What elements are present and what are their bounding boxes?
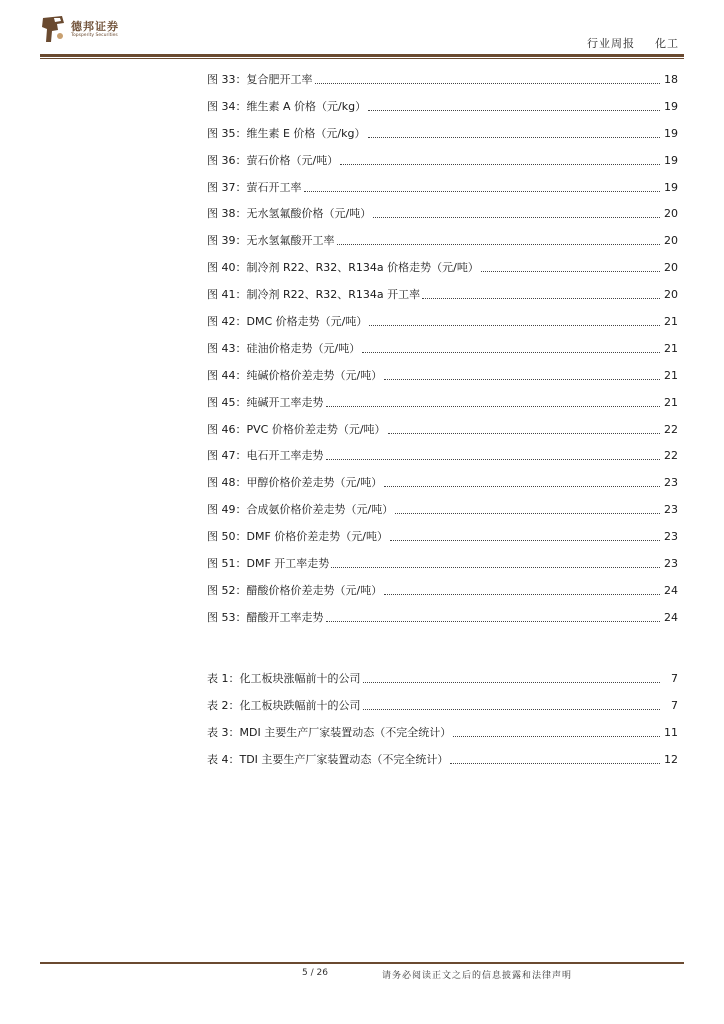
table-entry[interactable] — [207, 665, 678, 692]
figure-entry-label: 图 37：萤石开工率 — [207, 180, 302, 194]
figure-list — [207, 66, 678, 631]
figure-entry-page-number: 23 — [664, 530, 678, 544]
dot-leader — [453, 736, 660, 737]
header-divider-thin — [40, 58, 684, 59]
table-entry-page-number: 12 — [664, 752, 678, 766]
dot-leader — [315, 83, 661, 84]
dot-leader — [388, 433, 660, 434]
figure-entry-label: 图 47：电石开工率走势 — [207, 449, 324, 463]
figure-entry-page-number: 21 — [664, 314, 678, 328]
figure-entry-page-number: 22 — [664, 449, 678, 463]
dot-leader — [326, 459, 661, 460]
dot-leader — [326, 406, 661, 407]
dot-leader — [384, 379, 660, 380]
figure-entry-page-number: 19 — [664, 99, 678, 113]
figure-entry[interactable] — [207, 442, 678, 469]
dot-leader — [331, 567, 660, 568]
figure-entry[interactable] — [207, 496, 678, 523]
dot-leader — [326, 621, 661, 622]
figure-entry-page-number: 19 — [664, 153, 678, 167]
figure-entry-label: 图 51：DMF 开工率走势 — [207, 556, 330, 570]
figure-entry-label: 图 52：醋酸价格价差走势（元/吨） — [207, 583, 383, 597]
figure-entry[interactable] — [207, 254, 678, 281]
figure-entry[interactable] — [207, 335, 678, 362]
table-entry[interactable] — [207, 746, 678, 773]
figure-entry-label: 图 36：萤石价格（元/吨） — [207, 153, 339, 167]
figure-entry-page-number: 18 — [664, 72, 678, 86]
dot-leader — [390, 540, 660, 541]
report-sector: 化工 — [655, 37, 679, 50]
figure-entry[interactable] — [207, 281, 678, 308]
logo-chinese-name: 德邦证券 — [71, 19, 119, 33]
figure-entry[interactable] — [207, 604, 678, 631]
header-divider — [40, 54, 684, 57]
figure-entry-page-number: 20 — [664, 207, 678, 221]
dot-leader — [363, 682, 661, 683]
dot-leader — [368, 137, 661, 138]
dot-leader — [304, 191, 661, 192]
company-logo — [40, 14, 119, 44]
dot-leader — [384, 486, 660, 487]
figure-entry-label: 图 40：制冷剂 R22、R32、R134a 价格走势（元/吨） — [207, 261, 479, 275]
logo-english-name: Topsperity Securities — [71, 32, 118, 38]
figure-entry[interactable] — [207, 120, 678, 147]
dot-leader — [363, 709, 661, 710]
figure-entry-label: 图 45：纯碱开工率走势 — [207, 395, 324, 409]
dot-leader — [384, 594, 660, 595]
footer-divider — [40, 962, 684, 964]
page-number: 5 / 26 — [302, 968, 328, 978]
figure-entry[interactable] — [207, 200, 678, 227]
figure-entry-label: 图 48：甲醇价格价差走势（元/吨） — [207, 476, 383, 490]
dot-leader — [373, 217, 660, 218]
figure-entry-label: 图 43：硅油价格走势（元/吨） — [207, 341, 361, 355]
dot-leader — [362, 352, 660, 353]
table-entry-label: 表 1：化工板块涨幅前十的公司 — [207, 671, 361, 685]
figure-entry[interactable] — [207, 66, 678, 93]
figure-entry-page-number: 21 — [664, 368, 678, 382]
table-entry[interactable] — [207, 692, 678, 719]
figure-entry-label: 图 46：PVC 价格价差走势（元/吨） — [207, 422, 386, 436]
figure-entry-page-number: 20 — [664, 234, 678, 248]
figure-entry-label: 图 34：维生素 A 价格（元/kg） — [207, 99, 367, 113]
dot-leader — [368, 110, 660, 111]
figure-entry-label: 图 33：复合肥开工率 — [207, 72, 313, 86]
figure-entry[interactable] — [207, 308, 678, 335]
figure-entry[interactable] — [207, 389, 678, 416]
report-category: 行业周报 — [587, 37, 635, 50]
figure-entry[interactable] — [207, 469, 678, 496]
figure-entry[interactable] — [207, 577, 678, 604]
dot-leader — [340, 164, 660, 165]
table-entry-label: 表 2：化工板块跌幅前十的公司 — [207, 698, 361, 712]
figure-entry-label: 图 41：制冷剂 R22、R32、R134a 开工率 — [207, 288, 421, 302]
dot-leader — [450, 763, 660, 764]
dot-leader — [337, 244, 661, 245]
table-entry-page-number: 11 — [664, 725, 678, 739]
figure-entry-page-number: 19 — [664, 180, 678, 194]
figure-entry-page-number: 23 — [664, 556, 678, 570]
table-list — [207, 665, 678, 773]
dot-leader — [481, 271, 660, 272]
figure-entry[interactable] — [207, 550, 678, 577]
figure-entry-label: 图 50：DMF 价格价差走势（元/吨） — [207, 530, 388, 544]
figure-entry[interactable] — [207, 227, 678, 254]
figure-entry-page-number: 19 — [664, 126, 678, 140]
figure-entry-page-number: 24 — [664, 610, 678, 624]
figure-entry-label: 图 39：无水氢氟酸开工率 — [207, 234, 335, 248]
figure-entry-page-number: 24 — [664, 583, 678, 597]
figure-entry-label: 图 38：无水氢氟酸价格（元/吨） — [207, 207, 372, 221]
figure-entry[interactable] — [207, 147, 678, 174]
dot-leader — [395, 513, 660, 514]
figure-entry[interactable] — [207, 93, 678, 120]
figure-entry[interactable] — [207, 174, 678, 201]
figure-entry-page-number: 21 — [664, 395, 678, 409]
figure-entry-label: 图 42：DMC 价格走势（元/吨） — [207, 314, 368, 328]
table-entry-label: 表 4：TDI 主要生产厂家装置动态（不完全统计） — [207, 752, 449, 766]
figure-entry-label: 图 35：维生素 E 价格（元/kg） — [207, 126, 366, 140]
figure-entry[interactable] — [207, 523, 678, 550]
report-header — [587, 35, 679, 51]
table-entry-label: 表 3：MDI 主要生产厂家装置动态（不完全统计） — [207, 725, 452, 739]
figure-entry-label: 图 44：纯碱价格价差走势（元/吨） — [207, 368, 383, 382]
dot-leader — [422, 298, 660, 299]
company-logo-icon — [40, 14, 66, 44]
figure-entry-page-number: 23 — [664, 476, 678, 490]
figure-entry[interactable] — [207, 416, 678, 443]
dot-leader — [369, 325, 660, 326]
figure-entry-page-number: 20 — [664, 288, 678, 302]
figure-entry-label: 图 53：醋酸开工率走势 — [207, 610, 324, 624]
figure-entry-page-number: 20 — [664, 261, 678, 275]
figure-entry-label: 图 49：合成氨价格价差走势（元/吨） — [207, 503, 394, 517]
table-entry-page-number: 7 — [671, 671, 678, 685]
figure-entry[interactable] — [207, 362, 678, 389]
figure-entry-page-number: 22 — [664, 422, 678, 436]
figure-entry-page-number: 21 — [664, 341, 678, 355]
disclaimer-text: 请务必阅读正文之后的信息披露和法律声明 — [382, 971, 573, 981]
figure-entry-page-number: 23 — [664, 503, 678, 517]
table-entry-page-number: 7 — [671, 698, 678, 712]
table-entry[interactable] — [207, 719, 678, 746]
